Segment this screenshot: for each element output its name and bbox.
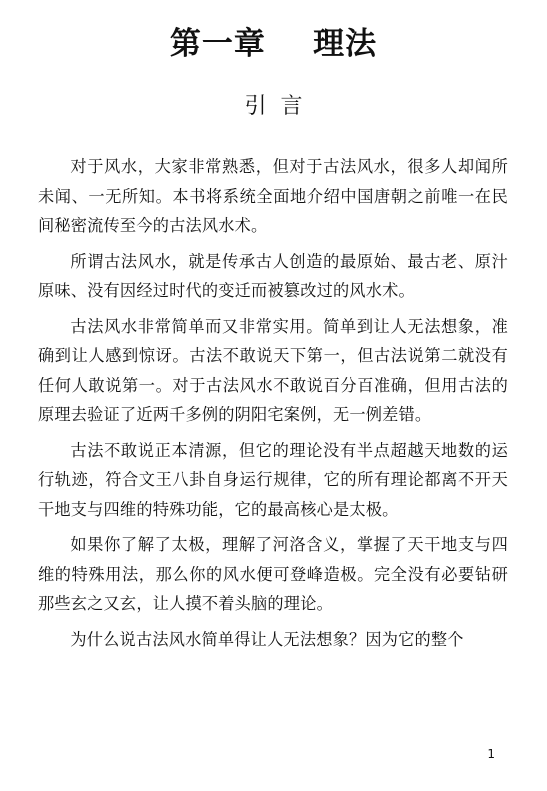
chapter-title: 第一章 理法	[169, 26, 378, 62]
section-title: 引言	[244, 94, 317, 119]
paragraph: 古法不敢说正本清源，但它的理论没有半点超越天地数的运行轨迹，符合文王八卦自身运行规律，它的所有理论都离不开天干地支与四维的特殊功能，它的最高核心是太极。	[38, 440, 508, 519]
paragraph: 对于风水，大家非常熟悉，但对于古法风水，很多人却闻所未闻、一无所知。本书将系统全面地介绍中国唐朝之前唯一在民间秘密流传至今的古法风水术。	[38, 157, 508, 235]
body-text	[38, 152, 508, 660]
paragraph: 古法风水非常简单而又非常实用。简单到让人无法想象，准确到让人感到惊讶。古法不敢说天下第一，但古法说第二就没有任何人敢说第一。对于古法风水不敢说百分百准确，但用古法的原理去验证了近两千多例的阴阳宅案例，无一例差错。	[38, 316, 508, 424]
paragraph: 如果你了解了太极，理解了河洛含义，掌握了天干地支与四维的特殊用法，那么你的风水便可登峰造极。完全没有必要钻研那些玄之又玄，让人摸不着头脑的理论。	[38, 535, 508, 613]
paragraph: 为什么说古法风水简单得让人无法想象？因为它的整个	[70, 629, 464, 649]
paragraph: 所谓古法风水，就是传承古人创造的最原始、最古老、原汁原味、没有因经过时代的变迁而被篡改过的风水术。	[38, 251, 508, 300]
page-number: 1	[487, 747, 495, 761]
